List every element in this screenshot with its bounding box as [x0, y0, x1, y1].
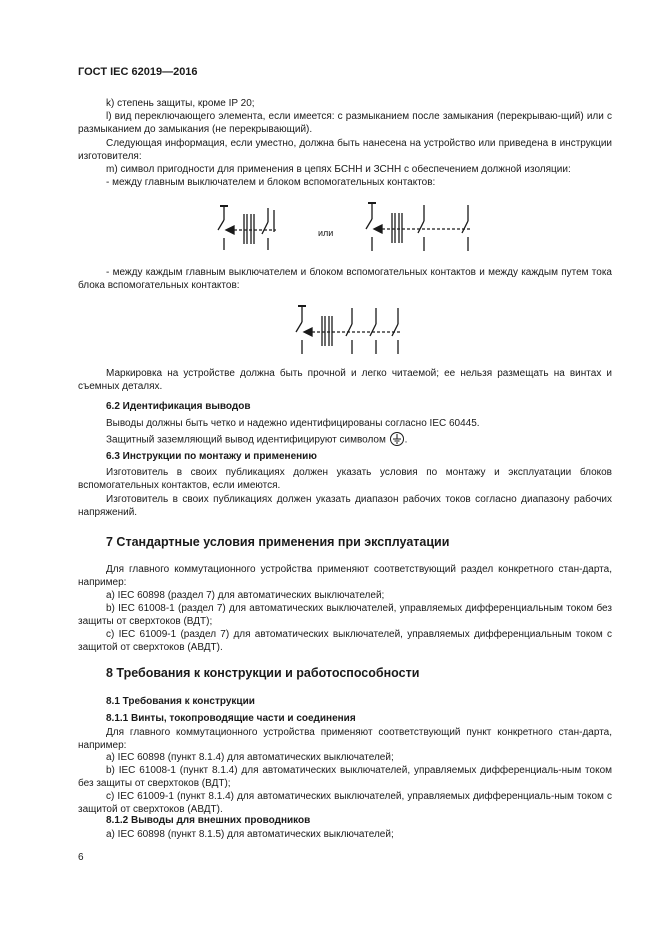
sbsnn-symbol-each-path	[290, 302, 410, 360]
section7-item-a: a) IEC 60898 (раздел 7) для автоматических выключателей;	[106, 590, 385, 601]
marking-requirement: Маркировка на устройстве должна быть прочной и легко читаемой; ее нельзя размещать на винтах и съемных деталях.	[78, 368, 612, 392]
or-label: или	[318, 228, 334, 238]
heading-7: 7 Стандартные условия применения при эксплуатации	[106, 535, 450, 549]
section7-item-b: b) IEC 61008-1 (раздел 7) для автоматических выключателей, управляемых дифференциальным током без защиты от сверхтоков (ВДТ);	[78, 603, 612, 627]
protective-earth-icon	[389, 431, 405, 447]
heading-8-1-1: 8.1.1 Винты, токопроводящие части и соединения	[106, 713, 356, 724]
earth-terminal-text	[78, 432, 612, 448]
sbsnn-symbol-main-aux-alt	[360, 197, 480, 260]
heading-8-1-2: 8.1.2 Выводы для внешних проводников	[106, 815, 311, 826]
section8-item-b: b) IEC 61008-1 (пункт 8.1.4) для автоматических выключателей, управляемых дифференциаль-ным током без защиты от сверхтоков (ВДТ);	[78, 765, 612, 789]
section8-intro: Для главного коммутационного устройства применяют соответствующий пункт конкретного стан-дарта, например:	[78, 727, 612, 751]
section7-intro: Для главного коммутационного устройства применяют соответствующий раздел конкретного стан-дарта, например:	[78, 564, 612, 588]
section8-1-2-item-a: a) IEC 60898 (пункт 8.1.5) для автоматических выключателей;	[106, 829, 394, 840]
document-header: ГОСТ IEC 62019—2016	[78, 66, 198, 78]
heading-8: 8 Требования к конструкции и работоспособности	[106, 666, 420, 680]
heading-8-1: 8.1 Требования к конструкции	[106, 696, 255, 707]
sbsnn-symbol-main-aux	[210, 200, 290, 260]
page-number: 6	[78, 852, 84, 863]
earth-terminal-label: Защитный заземляющий вывод идентифицируют символом	[106, 434, 386, 446]
terminals-identification: Выводы должны быть четко и надежно идентифицированы согласно IEC 60445.	[106, 418, 480, 429]
item-m: m) символ пригодности для применения в цепях БСНН и ЗСНН с обеспечением должной изоляции:	[106, 164, 571, 175]
info-intro: Следующая информация, если уместно, должна быть нанесена на устройство или приведена в инструкции изготовителя:	[78, 138, 612, 162]
earth-terminal-end: .	[404, 434, 408, 446]
heading-6-2: 6.2 Идентификация выводов	[106, 401, 251, 412]
item-m-sub2: - между каждым главным выключателем и блоком вспомогательных контактов и между каждым путем тока блока вспомогательных контактов:	[78, 267, 612, 291]
current-range: Изготовитель в своих публикациях должен указать диапазон рабочих токов согласно диапазону рабочих напряжений.	[78, 494, 612, 518]
item-k: k) степень защиты, кроме IP 20;	[106, 98, 255, 109]
item-l: l) вид переключающего элемента, если имеется: с размыканием после замыкания (перекрываю-щий) или с размыканием до замыкания (не перекрывающий).	[78, 111, 612, 135]
section7-item-c: c) IEC 61009-1 (раздел 7) для автоматических выключателей, управляемых дифференциальным током с защитой от сверхтоков (АВДТ).	[78, 629, 612, 653]
heading-6-3: 6.3 Инструкции по монтажу и применению	[106, 451, 317, 462]
section8-item-c: c) IEC 61009-1 (пункт 8.1.4) для автоматических выключателей, управляемых дифференциаль-ным током с защитой от сверхтоков (АВДТ).	[78, 791, 612, 815]
item-m-sub1: - между главным выключателем и блоком вспомогательных контактов:	[106, 177, 436, 188]
installation-conditions: Изготовитель в своих публикациях должен указать условия по монтажу и эксплуатации блоков вспомогательных контактов, если имеются.	[78, 467, 612, 491]
section8-item-a: a) IEC 60898 (пункт 8.1.4) для автоматических выключателей;	[106, 752, 394, 763]
